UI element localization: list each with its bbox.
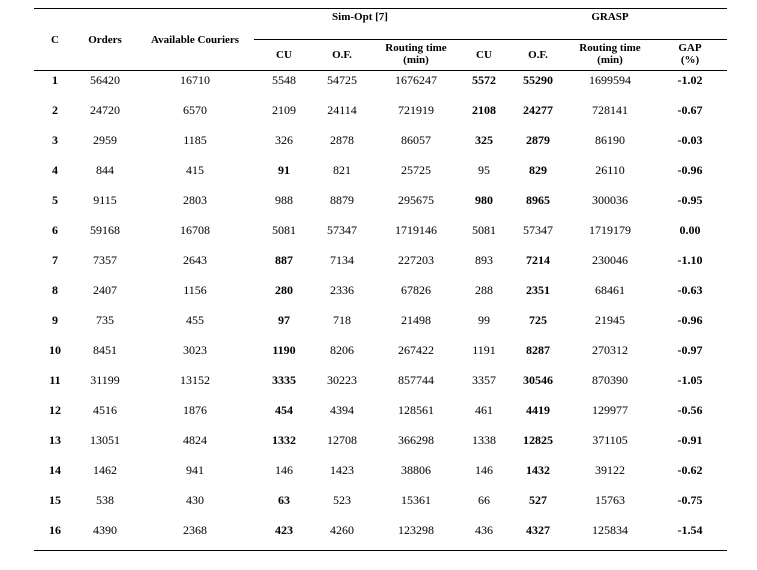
cell-c: 1 — [52, 73, 58, 87]
cell-orders: 2407 — [93, 283, 117, 297]
header-bottom-rule — [34, 70, 727, 71]
cell-simopt-routing: 15361 — [401, 493, 431, 507]
cell-grasp-routing: 270312 — [592, 343, 628, 357]
cell-c: 12 — [49, 403, 61, 417]
cell-couriers: 16710 — [180, 73, 210, 87]
cell-simopt-routing: 721919 — [398, 103, 434, 117]
cell-grasp-cu: 461 — [475, 403, 493, 417]
cell-simopt-of: 4394 — [330, 403, 354, 417]
cell-grasp-cu: 95 — [478, 163, 490, 177]
cell-orders: 538 — [96, 493, 114, 507]
cell-simopt-routing: 67826 — [401, 283, 431, 297]
cell-simopt-routing: 1719146 — [395, 223, 437, 237]
cell-c: 11 — [49, 373, 61, 387]
cell-couriers: 16708 — [180, 223, 210, 237]
header-simopt-routing-line1: Routing time — [385, 42, 447, 54]
header-simopt-of: O.F. — [332, 49, 352, 61]
cell-simopt-routing: 25725 — [401, 163, 431, 177]
cell-orders: 4516 — [93, 403, 117, 417]
cell-simopt-routing: 227203 — [398, 253, 434, 267]
header-group-grasp: GRASP — [591, 11, 629, 23]
cell-simopt-of: 12708 — [327, 433, 357, 447]
cell-gap: -0.03 — [677, 133, 703, 147]
cell-grasp-cu: 1191 — [472, 343, 496, 357]
cell-simopt-cu: 1190 — [272, 343, 296, 357]
cell-gap: -0.95 — [677, 193, 703, 207]
cell-simopt-of: 718 — [333, 313, 351, 327]
cell-gap: -0.75 — [677, 493, 703, 507]
cell-grasp-cu: 325 — [475, 133, 493, 147]
cell-simopt-cu: 326 — [275, 133, 293, 147]
cell-simopt-of: 1423 — [330, 463, 354, 477]
cell-grasp-routing: 870390 — [592, 373, 628, 387]
cell-grasp-of: 30546 — [523, 373, 553, 387]
cell-couriers: 6570 — [183, 103, 207, 117]
cell-orders: 56420 — [90, 73, 120, 87]
header-grasp-cu: CU — [476, 49, 492, 61]
cell-orders: 844 — [96, 163, 114, 177]
cell-couriers: 430 — [186, 493, 204, 507]
cell-simopt-of: 7134 — [330, 253, 354, 267]
cell-grasp-of: 2879 — [526, 133, 550, 147]
cell-gap: -0.56 — [677, 403, 703, 417]
cell-orders: 24720 — [90, 103, 120, 117]
cell-simopt-cu: 91 — [278, 163, 290, 177]
header-group-simopt: Sim-Opt [7] — [332, 11, 388, 23]
cell-grasp-of: 829 — [529, 163, 547, 177]
cell-grasp-of: 4327 — [526, 523, 550, 537]
cell-grasp-of: 8965 — [526, 193, 550, 207]
cell-simopt-of: 57347 — [327, 223, 357, 237]
cell-grasp-of: 8287 — [526, 343, 550, 357]
cell-couriers: 13152 — [180, 373, 210, 387]
cell-simopt-of: 523 — [333, 493, 351, 507]
cell-c: 2 — [52, 103, 58, 117]
cell-grasp-routing: 1699594 — [589, 73, 631, 87]
cell-grasp-of: 4419 — [526, 403, 550, 417]
cell-grasp-routing: 728141 — [592, 103, 628, 117]
cell-gap: -1.02 — [677, 73, 703, 87]
cell-grasp-cu: 5081 — [472, 223, 496, 237]
cell-simopt-cu: 1332 — [272, 433, 296, 447]
header-grasp-routing-line2: (min) — [597, 54, 623, 66]
cell-grasp-cu: 3357 — [472, 373, 496, 387]
cell-simopt-routing: 123298 — [398, 523, 434, 537]
cell-orders: 9115 — [93, 193, 117, 207]
cell-simopt-of: 30223 — [327, 373, 357, 387]
cell-grasp-of: 7214 — [526, 253, 550, 267]
cell-simopt-routing: 38806 — [401, 463, 431, 477]
cell-simopt-cu: 423 — [275, 523, 293, 537]
header-simopt-cu: CU — [276, 49, 292, 61]
cell-simopt-of: 821 — [333, 163, 351, 177]
cell-grasp-cu: 893 — [475, 253, 493, 267]
cell-simopt-cu: 97 — [278, 313, 290, 327]
cell-c: 7 — [52, 253, 58, 267]
cell-gap: -0.63 — [677, 283, 703, 297]
cell-simopt-cu: 146 — [275, 463, 293, 477]
cell-couriers: 1876 — [183, 403, 207, 417]
cell-couriers: 2368 — [183, 523, 207, 537]
cell-simopt-cu: 63 — [278, 493, 290, 507]
header-c: C — [51, 34, 59, 46]
cell-gap: -1.54 — [677, 523, 703, 537]
cell-grasp-cu: 1338 — [472, 433, 496, 447]
top-rule — [34, 8, 727, 9]
cell-orders: 8451 — [93, 343, 117, 357]
cell-simopt-of: 8879 — [330, 193, 354, 207]
cell-c: 3 — [52, 133, 58, 147]
header-gap-line2: (%) — [680, 54, 700, 66]
cell-couriers: 941 — [186, 463, 204, 477]
cell-c: 6 — [52, 223, 58, 237]
cell-gap: -0.96 — [677, 163, 703, 177]
cell-orders: 59168 — [90, 223, 120, 237]
cell-simopt-routing: 21498 — [401, 313, 431, 327]
cell-grasp-routing: 129977 — [592, 403, 628, 417]
cell-grasp-of: 1432 — [526, 463, 550, 477]
cell-orders: 4390 — [93, 523, 117, 537]
cell-simopt-cu: 2109 — [272, 103, 296, 117]
cell-grasp-of: 55290 — [523, 73, 553, 87]
cell-simopt-of: 24114 — [327, 103, 357, 117]
group-rule — [254, 39, 727, 40]
cell-simopt-routing: 857744 — [398, 373, 434, 387]
cell-orders: 1462 — [93, 463, 117, 477]
cell-simopt-cu: 988 — [275, 193, 293, 207]
cell-grasp-of: 527 — [529, 493, 547, 507]
cell-grasp-cu: 436 — [475, 523, 493, 537]
cell-c: 4 — [52, 163, 58, 177]
cell-grasp-of: 57347 — [523, 223, 553, 237]
cell-grasp-routing: 371105 — [592, 433, 628, 447]
cell-couriers: 2643 — [183, 253, 207, 267]
cell-c: 8 — [52, 283, 58, 297]
cell-simopt-routing: 86057 — [401, 133, 431, 147]
cell-simopt-cu: 5548 — [272, 73, 296, 87]
cell-grasp-of: 2351 — [526, 283, 550, 297]
cell-c: 14 — [49, 463, 61, 477]
cell-couriers: 3023 — [183, 343, 207, 357]
cell-grasp-routing: 39122 — [595, 463, 625, 477]
cell-simopt-cu: 454 — [275, 403, 293, 417]
cell-simopt-of: 8206 — [330, 343, 354, 357]
cell-simopt-routing: 267422 — [398, 343, 434, 357]
cell-grasp-routing: 1719179 — [589, 223, 631, 237]
header-grasp-routing-line1: Routing time — [579, 42, 641, 54]
cell-grasp-routing: 125834 — [592, 523, 628, 537]
cell-grasp-routing: 68461 — [595, 283, 625, 297]
cell-gap: -0.91 — [677, 433, 703, 447]
cell-grasp-of: 24277 — [523, 103, 553, 117]
cell-simopt-cu: 280 — [275, 283, 293, 297]
cell-simopt-of: 54725 — [327, 73, 357, 87]
header-simopt-routing-line2: (min) — [403, 54, 429, 66]
cell-grasp-cu: 5572 — [472, 73, 496, 87]
cell-c: 10 — [49, 343, 61, 357]
cell-couriers: 2803 — [183, 193, 207, 207]
cell-orders: 13051 — [90, 433, 120, 447]
cell-grasp-routing: 300036 — [592, 193, 628, 207]
cell-couriers: 1156 — [183, 283, 207, 297]
cell-grasp-routing: 26110 — [595, 163, 625, 177]
cell-simopt-routing: 295675 — [398, 193, 434, 207]
cell-gap: -1.10 — [677, 253, 703, 267]
cell-grasp-cu: 99 — [478, 313, 490, 327]
cell-couriers: 455 — [186, 313, 204, 327]
header-grasp-of: O.F. — [528, 49, 548, 61]
header-available-couriers: Available Couriers — [150, 34, 240, 46]
cell-gap: -0.67 — [677, 103, 703, 117]
cell-c: 9 — [52, 313, 58, 327]
cell-grasp-routing: 230046 — [592, 253, 628, 267]
cell-simopt-cu: 5081 — [272, 223, 296, 237]
cell-couriers: 1185 — [183, 133, 207, 147]
cell-gap: -0.97 — [677, 343, 703, 357]
cell-grasp-routing: 21945 — [595, 313, 625, 327]
cell-simopt-routing: 366298 — [398, 433, 434, 447]
cell-c: 16 — [49, 523, 61, 537]
cell-simopt-cu: 3335 — [272, 373, 296, 387]
header-gap-line1: GAP — [678, 42, 702, 54]
cell-gap: -0.96 — [677, 313, 703, 327]
cell-c: 5 — [52, 193, 58, 207]
cell-grasp-of: 12825 — [523, 433, 553, 447]
cell-simopt-routing: 128561 — [398, 403, 434, 417]
cell-grasp-routing: 15763 — [595, 493, 625, 507]
header-orders: Orders — [88, 34, 122, 46]
cell-grasp-of: 725 — [529, 313, 547, 327]
cell-couriers: 4824 — [183, 433, 207, 447]
cell-gap: 0.00 — [679, 223, 701, 237]
cell-orders: 2959 — [93, 133, 117, 147]
cell-c: 15 — [49, 493, 61, 507]
cell-orders: 7357 — [93, 253, 117, 267]
cell-orders: 31199 — [90, 373, 120, 387]
cell-grasp-cu: 288 — [475, 283, 493, 297]
cell-simopt-of: 4260 — [330, 523, 354, 537]
cell-grasp-cu: 980 — [475, 193, 493, 207]
bottom-rule — [34, 550, 727, 551]
cell-grasp-cu: 146 — [475, 463, 493, 477]
cell-grasp-cu: 66 — [478, 493, 490, 507]
cell-grasp-routing: 86190 — [595, 133, 625, 147]
cell-gap: -0.62 — [677, 463, 703, 477]
cell-couriers: 415 — [186, 163, 204, 177]
cell-simopt-of: 2878 — [330, 133, 354, 147]
cell-grasp-cu: 2108 — [472, 103, 496, 117]
cell-simopt-routing: 1676247 — [395, 73, 437, 87]
cell-simopt-cu: 887 — [275, 253, 293, 267]
cell-orders: 735 — [96, 313, 114, 327]
cell-simopt-of: 2336 — [330, 283, 354, 297]
cell-c: 13 — [49, 433, 61, 447]
cell-gap: -1.05 — [677, 373, 703, 387]
